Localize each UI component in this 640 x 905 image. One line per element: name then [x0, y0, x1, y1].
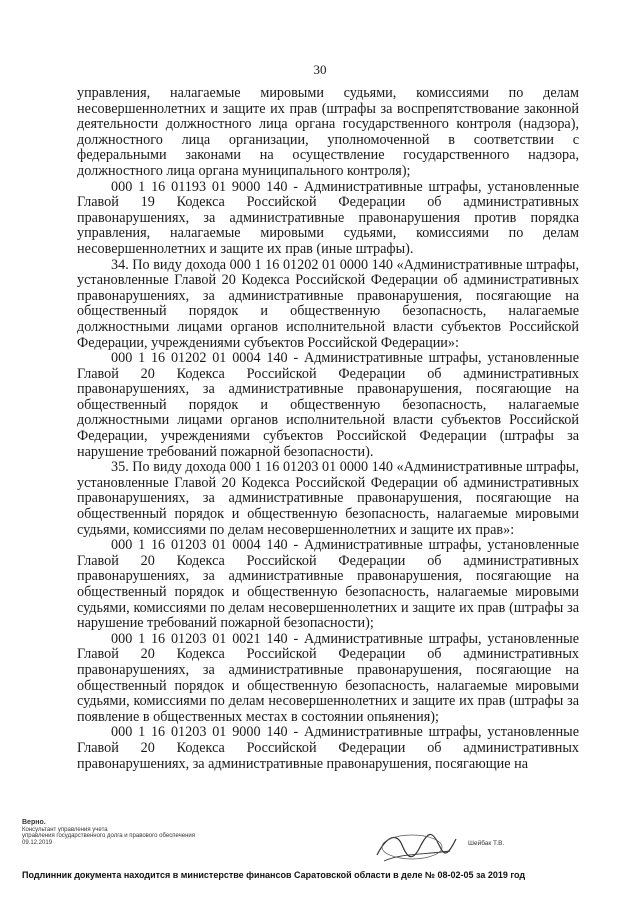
certification-date: 09.12.2019 — [22, 839, 53, 846]
handwritten-signature — [372, 825, 462, 870]
page-number: 30 — [313, 62, 327, 77]
certification-position: Консультант управления учета — [22, 826, 108, 833]
original-location-note: Подлинник документа находится в министерстве финансов Саратовской области в деле № 08-02-05 за 2019 год — [22, 870, 526, 880]
document-body — [77, 86, 579, 772]
paragraph: 000 1 16 01203 01 0004 140 - Административные штрафы, установленные Главой 20 Кодекса Российской Федерации об административных правонарушениях, за административные правонарушения, посягающие на общественный порядок и общественную безопасность, налагаемые мировыми судьями, комиссиями по делам несовершеннолетних и защите их прав (штрафы за нарушение требований пожарной безопасности); — [77, 537, 579, 632]
certification-department: управления государственного долга и правового обеспечения — [22, 833, 195, 840]
paragraph: 35. По виду дохода 000 1 16 01203 01 0000 140 «Административные штрафы, установленные Главой 20 Кодекса Российской Федерации об административных правонарушениях, за административные правонарушения, посягающие на общественный порядок и общественную безопасность, налагаемые мировыми судьями, комиссиями по делам несовершеннолетних и защите их прав»: — [77, 459, 579, 538]
paragraph: 000 1 16 01203 01 9000 140 - Административные штрафы, установленные Главой 20 Кодекса Российской Федерации об административных правонарушениях, за административные правонарушения, посягающие на — [77, 724, 579, 772]
paragraph: 000 1 16 01193 01 9000 140 - Административные штрафы, установленные Главой 19 Кодекса Российской Федерации об административных правонарушениях, за административные правонарушения против порядка управления, налагаемые мировыми судьями, комиссиями по делам несовершеннолетних и защите их прав (иные штрафы). — [77, 178, 579, 257]
certification-signer: Шейбак Т.В. — [468, 840, 505, 847]
paragraph: 000 1 16 01203 01 0021 140 - Административные штрафы, установленные Главой 20 Кодекса Российской Федерации об административных правонарушениях, за административные правонарушения, посягающие на общественный порядок и общественную безопасность, налагаемые мировыми судьями, комиссиями по делам несовершеннолетних и защите их прав (штрафы за появление в общественных местах в состоянии опьянения); — [77, 630, 579, 725]
certification-block — [22, 820, 272, 846]
paragraph: 34. По виду дохода 000 1 16 01202 01 0000 140 «Административные штрафы, установленные Главой 20 Кодекса Российской Федерации об административных правонарушениях, за административные правонарушения, посягающие на общественный порядок и общественную безопасность, налагаемые должностными лицами органов исполнительной власти субъектов Российской Федерации, учреждениями субъектов Российской Федерации»: — [77, 256, 579, 351]
paragraph: управления, налагаемые мировыми судьями, комиссиями по делам несовершеннолетних и защите их прав (штрафы за воспрепятствование законной деятельности должностного лица органа государственного контроля (надзора), должностного лица организации, уполномоченной в соответствии с федеральными законами на осуществление государственного надзора, должностного лица органа муниципального контроля); — [77, 85, 579, 179]
paragraph: 000 1 16 01202 01 0004 140 - Административные штрафы, установленные Главой 20 Кодекса Российской Федерации об административных правонарушениях, за административные правонарушения, посягающие на общественный порядок и общественную безопасность, налагаемые должностными лицами органов исполнительной власти субъектов Российской Федерации, учреждениями субъектов Российской Федерации (штрафы за нарушение требований пожарной безопасности). — [77, 350, 579, 460]
certification-verno: Верно. — [22, 819, 46, 826]
